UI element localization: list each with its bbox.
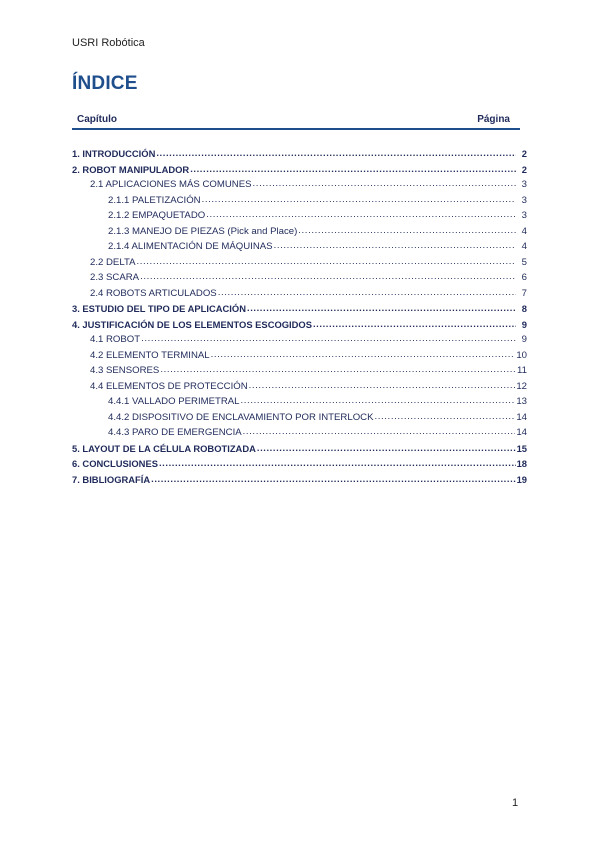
dot-leader xyxy=(298,225,516,236)
toc-entry-page: 3 xyxy=(521,210,527,221)
toc-entry-title: 1. INTRODUCCIÓN xyxy=(72,148,156,159)
page-number: 1 xyxy=(512,797,519,809)
toc-entry[interactable] xyxy=(72,257,527,273)
toc-entry[interactable] xyxy=(72,427,527,443)
dot-leader xyxy=(211,349,516,360)
toc-entry-title: 4.4.3 PARO DE EMERGENCIA xyxy=(108,427,242,438)
toc-entry[interactable] xyxy=(72,303,527,319)
dot-leader xyxy=(141,333,516,344)
toc-entry[interactable] xyxy=(72,319,527,335)
toc-entry[interactable] xyxy=(72,241,527,257)
toc-entry-title: 4.4.2 DISPOSITIVO DE ENCLAVAMIENTO POR INTERLOCK xyxy=(108,411,374,423)
dot-leader xyxy=(375,411,516,422)
toc-entry-page: 3 xyxy=(521,194,527,206)
dot-leader xyxy=(190,163,516,174)
toc-entry-page: 4 xyxy=(521,241,527,252)
toc-entry[interactable] xyxy=(72,334,527,350)
toc-entry-title: 7. BIBLIOGRAFÍA xyxy=(72,473,151,485)
toc-entry[interactable] xyxy=(72,474,527,490)
dot-leader xyxy=(140,271,516,282)
toc-entry-title: 4.4.1 VALLADO PERIMETRAL xyxy=(108,396,240,407)
toc-entry-page: 2 xyxy=(521,163,527,175)
toc-entry-page: 13 xyxy=(516,396,527,407)
dot-leader xyxy=(253,178,516,189)
toc-entry[interactable] xyxy=(72,412,527,428)
toc-entry-title: 2.2 DELTA xyxy=(90,256,136,268)
toc-entry-title: 2.1.1 PALETIZACIÓN xyxy=(108,194,201,206)
dot-leader xyxy=(151,473,515,484)
dot-leader xyxy=(202,194,516,205)
toc-entry-page: 15 xyxy=(516,442,527,454)
toc-entry-title: 4.4 ELEMENTOS DE PROTECCIÓN xyxy=(90,380,248,392)
toc-entry-page: 10 xyxy=(516,349,527,361)
running-header: USRI Robótica xyxy=(72,37,145,49)
toc-entry-title: 2.3 SCARA xyxy=(90,272,140,283)
toc-entry[interactable] xyxy=(72,443,527,459)
toc-entry-page: 11 xyxy=(517,365,527,376)
toc-entry-page: 8 xyxy=(521,303,527,314)
toc-entry-page: 2 xyxy=(521,148,527,159)
toc-entry[interactable] xyxy=(72,288,527,304)
toc-entry-title: 4. JUSTIFICACIÓN DE LOS ELEMENTOS ESCOGIDOS xyxy=(72,318,312,330)
toc-entry[interactable] xyxy=(72,350,527,366)
toc-entry-page: 4 xyxy=(521,225,527,237)
dot-leader xyxy=(206,209,516,220)
toc-entry[interactable] xyxy=(72,179,527,195)
dot-leader xyxy=(274,240,516,251)
table-of-contents xyxy=(72,148,527,489)
toc-entry[interactable] xyxy=(72,195,527,211)
toc-entry-page: 12 xyxy=(516,380,527,392)
dot-leader xyxy=(241,395,516,406)
toc-entry-title: 5. LAYOUT DE LA CÉLULA ROBOTIZADA xyxy=(72,442,256,454)
toc-entry[interactable] xyxy=(72,148,527,164)
dot-leader xyxy=(156,147,516,158)
toc-entry-page: 6 xyxy=(521,272,527,283)
toc-entry-title: 3. ESTUDIO DEL TIPO DE APLICACIÓN xyxy=(72,303,246,314)
toc-entry-title: 2.4 ROBOTS ARTICULADOS xyxy=(90,287,217,299)
toc-column-header xyxy=(72,112,520,130)
toc-entry[interactable] xyxy=(72,164,527,180)
dot-leader xyxy=(257,442,516,453)
toc-entry-title: 4.2 ELEMENTO TERMINAL xyxy=(90,349,210,361)
toc-entry-page: 18 xyxy=(516,458,527,469)
toc-entry-page: 3 xyxy=(521,179,527,190)
dot-leader xyxy=(247,302,516,313)
dot-leader xyxy=(249,380,516,391)
toc-entry-title: 6. CONCLUSIONES xyxy=(72,458,158,469)
toc-entry-title: 2.1 APLICACIONES MÁS COMUNES xyxy=(90,179,252,190)
toc-entry-title: 2.1.3 MANEJO DE PIEZAS (Pick and Place) xyxy=(108,225,298,237)
toc-entry-title: 2.1.4 ALIMENTACIÓN DE MÁQUINAS xyxy=(108,241,273,252)
dot-leader xyxy=(160,364,516,375)
toc-entry-title: 4.3 SENSORES xyxy=(90,365,160,376)
dot-leader xyxy=(313,318,516,329)
toc-entry-page: 5 xyxy=(521,256,527,268)
toc-entry-page: 7 xyxy=(521,287,527,299)
toc-entry-title: 2.1.2 EMPAQUETADO xyxy=(108,210,206,221)
toc-entry[interactable] xyxy=(72,272,527,288)
toc-entry-title: 4.1 ROBOT xyxy=(90,334,141,345)
toc-entry-page: 14 xyxy=(516,427,527,438)
dot-leader xyxy=(159,457,516,468)
dot-leader xyxy=(137,256,517,267)
toc-entry[interactable] xyxy=(72,365,527,381)
toc-entry-page: 9 xyxy=(521,318,527,330)
toc-entry-title: 2. ROBOT MANIPULADOR xyxy=(72,163,190,175)
page-title: ÍNDICE xyxy=(72,73,138,94)
toc-entry[interactable] xyxy=(72,381,527,397)
toc-entry-page: 19 xyxy=(516,473,527,485)
dot-leader xyxy=(243,426,516,437)
toc-entry-page: 14 xyxy=(516,411,527,423)
dot-leader xyxy=(218,287,516,298)
toc-entry[interactable] xyxy=(72,226,527,242)
toc-entry-page: 9 xyxy=(521,334,527,345)
toc-entry[interactable] xyxy=(72,396,527,412)
chapter-column-label: Capítulo xyxy=(77,114,117,125)
toc-entry[interactable] xyxy=(72,210,527,226)
toc-entry[interactable] xyxy=(72,458,527,474)
page-column-label: Página xyxy=(477,114,510,125)
